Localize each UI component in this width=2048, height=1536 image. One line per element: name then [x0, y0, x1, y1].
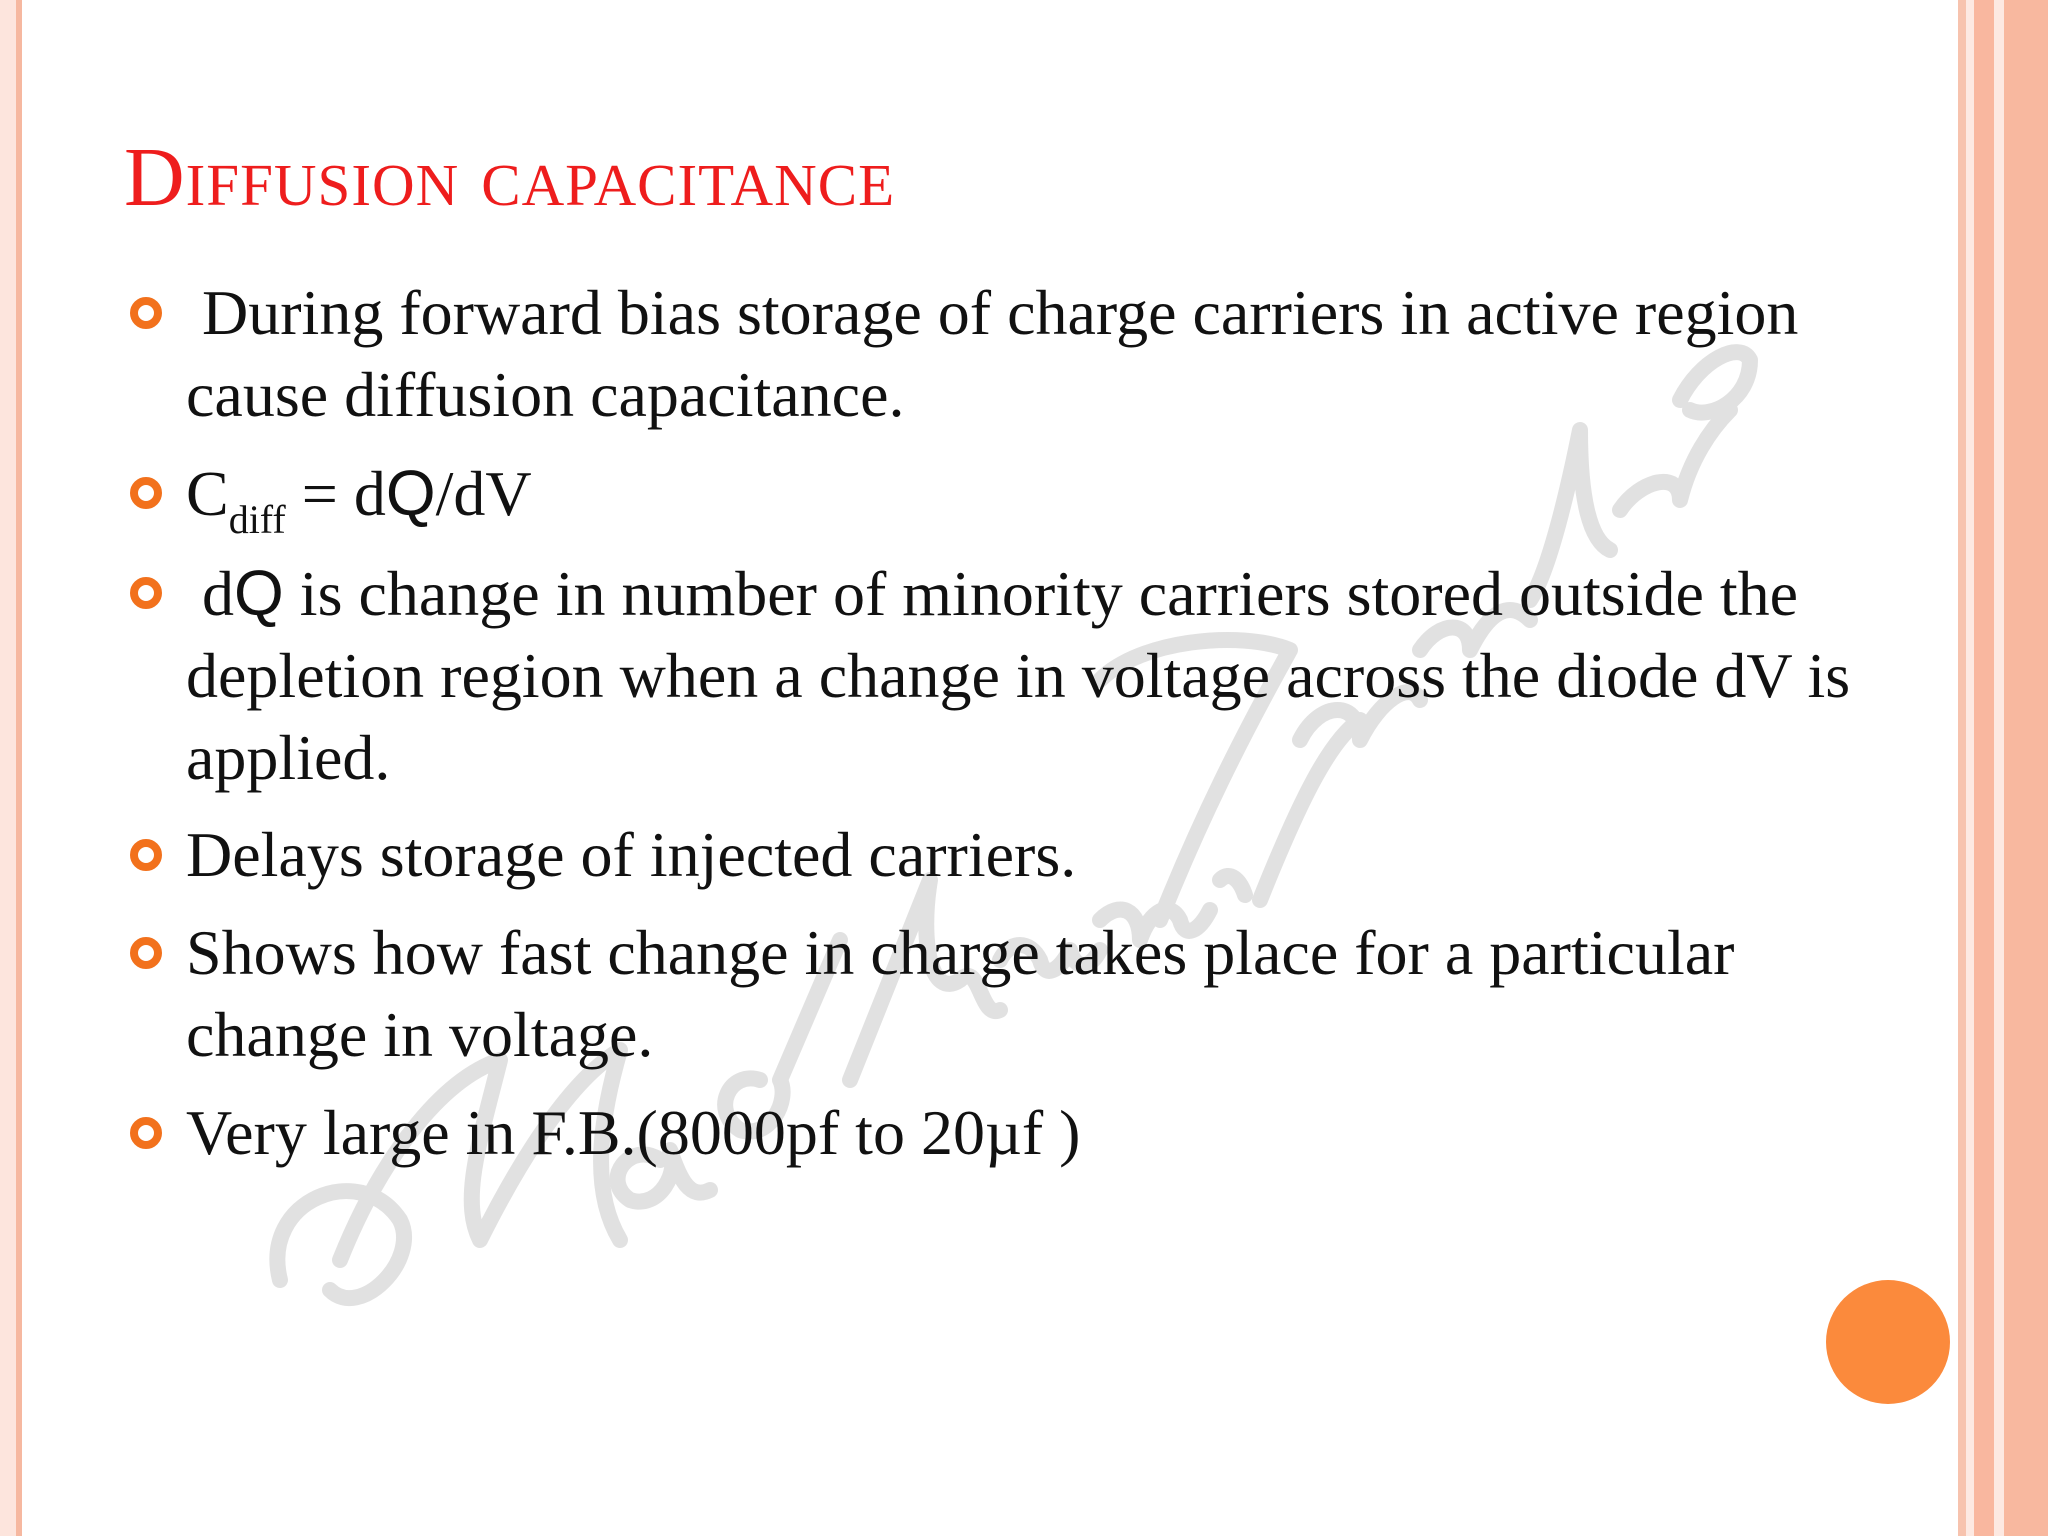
bullet-text: Shows how fast change in charge takes place for a particular change in voltage.	[186, 917, 1735, 1070]
bullet-item	[186, 452, 1926, 561]
slide-title: Diffusion capacitance	[124, 131, 896, 224]
bullet-lead-q: Q	[234, 557, 284, 629]
right-border-stripe	[2004, 0, 2048, 1536]
right-border-stripe	[1994, 0, 2004, 1536]
formula-subscript: diff	[228, 497, 286, 542]
bullet-text: During forward bias storage of charge carriers in active region cause diffusion capacitance.	[186, 277, 1815, 430]
right-border-stripe	[1966, 0, 1974, 1536]
hollow-circle-bullet-icon	[130, 1117, 162, 1149]
hollow-circle-bullet-icon	[130, 297, 162, 329]
orange-circle-icon	[1826, 1280, 1950, 1404]
formula-q: Q	[385, 457, 436, 529]
right-border-stripe	[1974, 0, 1994, 1536]
bullet-text: Very large in F.B.(8000pf to 20µf )	[186, 1097, 1081, 1168]
bullet-item	[186, 272, 1926, 436]
left-border-line	[16, 0, 22, 1536]
bullet-item	[186, 912, 1926, 1076]
bullet-item	[186, 552, 1926, 799]
hollow-circle-bullet-icon	[130, 937, 162, 969]
formula-text: /dV	[435, 458, 532, 529]
formula-text: = d	[285, 458, 386, 529]
hollow-circle-bullet-icon	[130, 839, 162, 871]
bullet-lead: d	[186, 558, 234, 629]
formula-symbol: C	[186, 458, 229, 529]
hollow-circle-bullet-icon	[130, 577, 162, 609]
bullet-text: is change in number of minority carriers stored outside the depletion region when a change in voltage across the diode dV is applied.	[186, 558, 1851, 793]
right-border-stripe	[1958, 0, 1966, 1536]
hollow-circle-bullet-icon	[130, 477, 162, 509]
bullet-item	[186, 814, 1926, 896]
bullet-item	[186, 1092, 1926, 1174]
bullet-text: Delays storage of injected carriers.	[186, 819, 1077, 890]
